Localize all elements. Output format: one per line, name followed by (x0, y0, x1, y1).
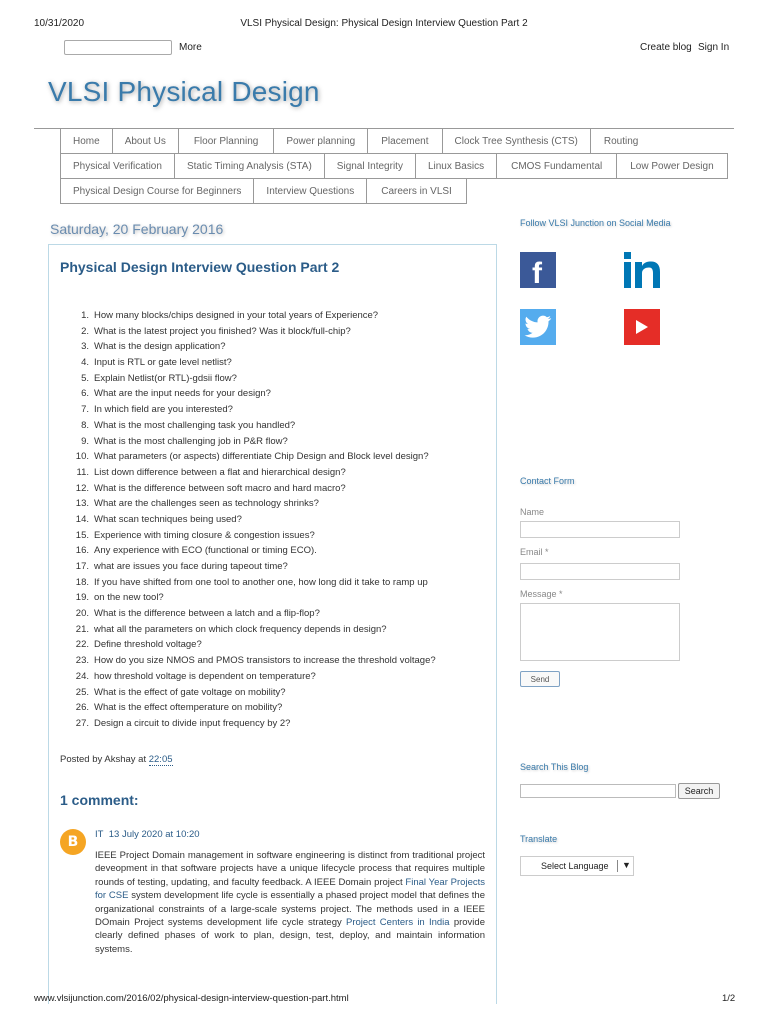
blog-post (48, 244, 497, 1004)
question-number: 9. (81, 435, 89, 447)
language-select-value: Select Language (541, 861, 609, 871)
search-heading: Search This Blog (520, 762, 589, 772)
create-blog-link[interactable]: Create blog (640, 42, 692, 53)
question-item (73, 371, 436, 387)
question-item (73, 308, 436, 324)
question-number: 13. (75, 498, 89, 510)
menu-item-interview-questions[interactable]: Interview Questions (253, 178, 367, 204)
question-item (73, 386, 436, 402)
name-label: Name (520, 507, 545, 517)
print-date: 10/31/2020 (34, 18, 85, 29)
question-number: 20. (75, 608, 89, 620)
question-item (73, 622, 436, 638)
question-text: What scan techniques being used? (94, 513, 242, 525)
comment-author[interactable]: IT (95, 829, 104, 840)
contact-form-heading: Contact Form (520, 476, 575, 486)
post-title[interactable]: Physical Design Interview Question Part 2 (60, 259, 340, 275)
comment-body (95, 849, 485, 956)
question-text: how threshold voltage is dependent on temperature? (94, 670, 316, 682)
question-text: What are the input needs for your design? (94, 388, 271, 400)
question-number: 17. (75, 561, 89, 572)
question-number: 14. (75, 513, 89, 525)
menu-item-floor-planning[interactable]: Floor Planning (178, 128, 274, 154)
comment-date[interactable]: 13 July 2020 at 10:20 (108, 829, 200, 840)
question-text: How many blocks/chips designed in your total years of Experience? (94, 310, 379, 321)
question-number: 5. (81, 372, 89, 384)
comment-link-final-year-projects[interactable]: Final Year Projects for CSE (95, 876, 485, 902)
question-item (73, 669, 436, 685)
question-item (73, 402, 436, 418)
comment-meta (95, 829, 200, 840)
menu-item-cts[interactable]: Clock Tree Synthesis (CTS) (442, 128, 591, 154)
print-url: www.vlsijunction.com/2016/02/physical-design-interview-question-part.html (34, 993, 349, 1004)
blogger-navbar (0, 40, 768, 56)
question-item (73, 418, 436, 434)
post-timestamp-link[interactable]: 22:05 (148, 754, 173, 765)
question-text: If you have shifted from one tool to another one, how long did it take to ramp up (94, 576, 428, 588)
more-link[interactable]: More (179, 42, 202, 53)
linkedin-icon[interactable] (624, 252, 660, 288)
message-label: Message * (520, 589, 563, 599)
question-list (73, 308, 436, 732)
svg-text:f: f (532, 257, 542, 288)
posted-by-text: Posted by Akshay at (60, 754, 149, 765)
question-text: What is the most challenging job in P&R flow? (94, 435, 288, 447)
question-text: What are the challenges seen as technology shrinks? (94, 498, 319, 510)
dropdown-arrow-icon: ▼ (622, 860, 631, 870)
question-text: Design a circuit to divide input frequency by 2? (94, 717, 291, 729)
question-number: 27. (75, 717, 89, 729)
menu-item-pd-course[interactable]: Physical Design Course for Beginners (60, 178, 254, 204)
print-page-number: 1/2 (722, 993, 736, 1004)
question-text: Define threshold voltage? (94, 639, 202, 651)
question-text: What is the difference between a latch and a flip-flop? (94, 608, 320, 620)
menu-row-1 (60, 128, 650, 154)
question-number: 26. (75, 702, 89, 714)
translate-heading: Translate (520, 834, 558, 844)
question-item (73, 449, 436, 465)
question-item (73, 496, 436, 512)
question-text: What is the most challenging task you handled? (94, 419, 296, 431)
comments-heading: 1 comment: (60, 792, 139, 808)
question-text: Explain Netlist(or RTL)-gdsii flow? (94, 372, 237, 384)
question-number: 21. (75, 623, 89, 635)
question-number: 6. (81, 388, 89, 400)
menu-item-careers[interactable]: Careers in VLSI (366, 178, 467, 204)
question-item (73, 355, 436, 371)
question-item (73, 637, 436, 653)
question-text: what all the parameters on which clock frequency depends in design? (94, 623, 387, 635)
navbar-search-input[interactable] (64, 40, 172, 55)
post-date-header: Saturday, 20 February 2016 (50, 221, 224, 237)
menu-item-about-us[interactable]: About Us (112, 128, 179, 154)
question-item (73, 543, 436, 559)
question-number: 25. (75, 686, 89, 698)
question-item (73, 434, 436, 450)
question-item (73, 528, 436, 544)
question-item (73, 700, 436, 716)
question-text: In which field are you interested? (94, 404, 233, 416)
question-number: 22. (75, 639, 89, 651)
menu-item-signal-integrity[interactable]: Signal Integrity (324, 153, 416, 179)
question-number: 1. (81, 310, 89, 321)
comment-text: system development life cycle is essentially a phased project model that defines the organizational constraints of a large-scale systems project. The methods used in a IEEE DOmain Project systems development life cycle strategy (95, 890, 485, 929)
question-item (73, 590, 436, 606)
menu-item-home[interactable]: Home (60, 128, 113, 154)
menu-row-2 (60, 153, 727, 179)
menu-item-linux-basics[interactable]: Linux Basics (415, 153, 497, 179)
menu-row-3 (60, 178, 466, 204)
comment-link-project-centers[interactable]: Project Centers in India (345, 917, 450, 929)
select-divider (617, 860, 618, 872)
question-text: Any experience with ECO (functional or timing ECO). (94, 545, 317, 557)
menu-item-low-power-design[interactable]: Low Power Design (616, 153, 727, 179)
question-item (73, 339, 436, 355)
comment-text: provide clearly defined phases of work to plan, design, test, deploy, and maintain information systems. (95, 917, 485, 955)
question-number: 24. (75, 670, 89, 682)
print-page-title: VLSI Physical Design: Physical Design Interview Question Part 2 (240, 18, 528, 29)
question-number: 10. (75, 451, 89, 463)
question-number: 18. (75, 576, 89, 588)
email-input[interactable] (520, 563, 680, 580)
menu-item-routing[interactable]: Routing (590, 128, 651, 154)
question-item (73, 481, 436, 497)
language-select[interactable] (520, 856, 634, 876)
question-text: List down difference between a flat and hierarchical design? (94, 466, 346, 478)
question-item (73, 512, 436, 528)
question-text: How do you size NMOS and PMOS transistors to increase the threshold voltage? (94, 655, 436, 667)
social-heading: Follow VLSI Junction on Social Media (520, 218, 671, 228)
menu-item-sta[interactable]: Static Timing Analysis (STA) (174, 153, 325, 179)
question-text: Experience with timing closure & congestion issues? (94, 529, 315, 541)
name-input[interactable] (520, 521, 680, 538)
menu-item-power-planning[interactable]: Power planning (273, 128, 368, 154)
question-item (73, 685, 436, 701)
question-text: what are issues you face during tapeout time? (94, 561, 288, 572)
question-text: What is the design application? (94, 341, 226, 353)
menu-item-physical-verification[interactable]: Physical Verification (60, 153, 175, 179)
youtube-icon[interactable] (624, 309, 660, 345)
question-item (73, 575, 436, 591)
question-number: 3. (81, 341, 89, 353)
question-text: What is the effect of gate voltage on mobility? (94, 686, 286, 698)
question-item (73, 606, 436, 622)
question-number: 23. (75, 655, 89, 667)
question-number: 4. (81, 357, 89, 369)
blogger-avatar-icon: B (60, 829, 86, 855)
email-label: Email * (520, 547, 549, 557)
blog-search-input[interactable] (520, 784, 676, 798)
question-text: What is the difference between soft macro and hard macro? (94, 482, 346, 494)
send-button[interactable]: Send (520, 671, 560, 687)
question-text: What is the latest project you finished? Was it block/full-chip? (94, 325, 351, 337)
question-number: 19. (75, 592, 89, 604)
message-textarea[interactable] (520, 603, 680, 661)
question-text: Input is RTL or gate level netlist? (94, 357, 232, 369)
question-number: 8. (81, 419, 89, 431)
question-item (73, 465, 436, 481)
question-item (73, 653, 436, 669)
menu-item-placement[interactable]: Placement (367, 128, 442, 154)
question-item (73, 324, 436, 340)
sign-in-link[interactable]: Sign In (698, 42, 730, 53)
facebook-icon[interactable] (520, 252, 556, 288)
question-number: 16. (75, 545, 89, 557)
question-number: 7. (81, 404, 89, 416)
question-item (73, 559, 436, 575)
blog-title[interactable]: VLSI Physical Design (48, 76, 320, 107)
question-number: 11. (76, 466, 89, 478)
question-text: What is the effect oftemperature on mobility? (94, 702, 283, 714)
comment-text: IEEE Project Domain management in software engineering is distinct from traditional project deveopment in that software projects have a unique lifecycle process that requires multiple rounds of testing, updating, and faculty feedback. A IEEE Domain project (95, 850, 485, 888)
twitter-icon[interactable] (520, 309, 556, 345)
question-text: What parameters (or aspects) differentiate Chip Design and Block level design? (94, 451, 429, 463)
question-text: on the new tool? (94, 592, 164, 604)
post-footer (60, 754, 173, 765)
menu-item-cmos-fundamental[interactable]: CMOS Fundamental (496, 153, 617, 179)
question-number: 2. (81, 325, 89, 337)
question-number: 12. (75, 482, 89, 494)
search-button[interactable]: Search (678, 783, 720, 799)
question-item (73, 716, 436, 732)
question-number: 15. (75, 529, 89, 541)
